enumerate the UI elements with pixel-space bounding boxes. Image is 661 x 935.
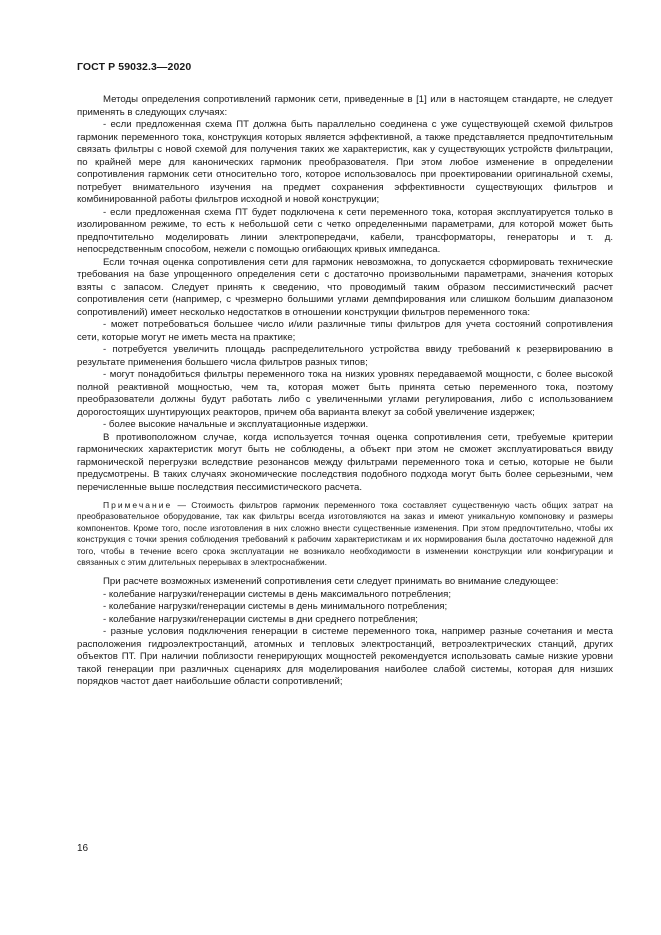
note-label: Примечание xyxy=(103,500,173,510)
list-item: - колебание нагрузки/генерации системы в день минимального потребления; xyxy=(103,601,448,613)
list-item: - может потребоваться большее число и/или различные типы фильтров для учета состояний сопротивления сети, которые могут не иметь места на практике; xyxy=(77,319,613,343)
note-text: — Стоимость фильтров гармоник переменного тока составляет существенную часть общих затрат на преобразовательное оборудование, так как фильтры всегда изготовляются на заказ и имеют уникальную компоновку и размеры компонентов. Кроме того, после изготовления в них сложно внести существенные изменения. При этом предпочтительно, чтобы их конструкция с точки зрения соблюдения требований к рабочим характеристикам и их нормирования была достаточно надежной для того, чтобы в течение всего срока эксплуатации не возникало необходимости в изменении конструкции или конфигурации и связанных с этим длительных перерывах в электроснабжении. xyxy=(77,500,613,568)
list-item: - более высокие начальные и эксплуатационные издержки. xyxy=(103,419,369,430)
paragraph: В противоположном случае, когда используется точная оценка сопротивления сети, требуемые критерии гармонических характеристик могут быть не соблюдены, а объект при этом не сможет эксплуатироваться ввиду гармонической перегрузки вследствие резонансов между фильтрами переменного тока и сетью, которые не были предусмотрены. В таких случаях экономические последствия подобного подхода могут быть более серьезными, чем перечисленные выше последствия пессимистического расчета. xyxy=(77,431,613,493)
paragraph: При расчете возможных изменений сопротивления сети следует принимать во внимание следующее: xyxy=(103,576,559,588)
document-body xyxy=(77,94,613,689)
list-item: - разные условия подключения генерации в системе переменного тока, например разные сочетания и места расположения гидроэлектростанций, атомных и тепловых электростанций, ветроэлектрических станций, других объектов ПТ. При наличии поблизости генерирующих мощностей рекомендуется использовать самые низкие уровни такой генерации при различных сценариях для моделирования наиболее слабой системы, которая для низших порядков частот дает наибольшие области сопротивлений; xyxy=(77,626,613,688)
list-item: - могут понадобиться фильтры переменного тока на низких уровнях передаваемой мощности, с более высокой полной реактивной мощностью, чем та, которая может быть принята сетью переменного тока, поэтому преобразователи должны будут работать либо с увеличенными углами регулирования, либо с использованием дорогостоящих шунтирующих реакторов, причем оба варианта влекут за собой увеличение издержек; xyxy=(77,369,613,418)
list-item: - если предложенная схема ПТ будет подключена к сети переменного тока, которая эксплуатируется только в изолированном режиме, то есть к небольшой сети с четко определенными параметрами, для которой может быть предпочтительно моделировать линии электропередачи, кабели, трансформаторы, генераторы и т. д. непосредственным способом, нежели с помощью огибающих кривых импеданса. xyxy=(77,206,613,255)
list-item: - потребуется увеличить площадь распределительного устройства ввиду требований к резервированию в результате применения большего числа фильтров разных типов; xyxy=(77,344,613,368)
list-item: - если предложенная схема ПТ должна быть параллельно соединена с уже существующей схемой фильтров гармоник переменного тока, конструкция которых является эффективной, а также представляется предпочтительным связать фильтры с новой схемой для получения таких же характеристик, как у существующих устройств фильтрации, по крайней мере для канонических гармоник преобразователя. При этом любое изменение в определении сопротивления гармоник сети относительно того, которое использовалось при проектировании оригинальной схемы, потребует внимательного изучения на предмет сохранения эффективности существующих фильтров и комбинированной работы фильтров исходной и новой конструкции; xyxy=(77,119,613,205)
note xyxy=(77,500,613,568)
page-number: 16 xyxy=(77,843,89,854)
document-header: ГОСТ Р 59032.3—2020 xyxy=(77,61,192,73)
list-item: - колебание нагрузки/генерации системы в день максимального потребления; xyxy=(103,588,451,600)
paragraph: Методы определения сопротивлений гармоник сети, приведенные в [1] или в настоящем стандарте, не следует применять в следующих случаях: xyxy=(77,94,613,118)
list-item: - колебание нагрузки/генерации системы в дни среднего потребления; xyxy=(103,613,418,625)
paragraph: Если точная оценка сопротивления сети для гармоник невозможна, то допускается сформировать технические требования на базе упрощенного определения сети с достаточно произвольными параметрами, значения которых взяты с запасом. Следует принять к сведению, что проводимый таким образом пессимистический расчет сопротивления сети (например, с чрезмерно большими углами демпфирования или слишком большим диапазоном сопротивлений) имеет несколько недостатков в отношении конструкции фильтров переменного тока: xyxy=(77,256,613,318)
